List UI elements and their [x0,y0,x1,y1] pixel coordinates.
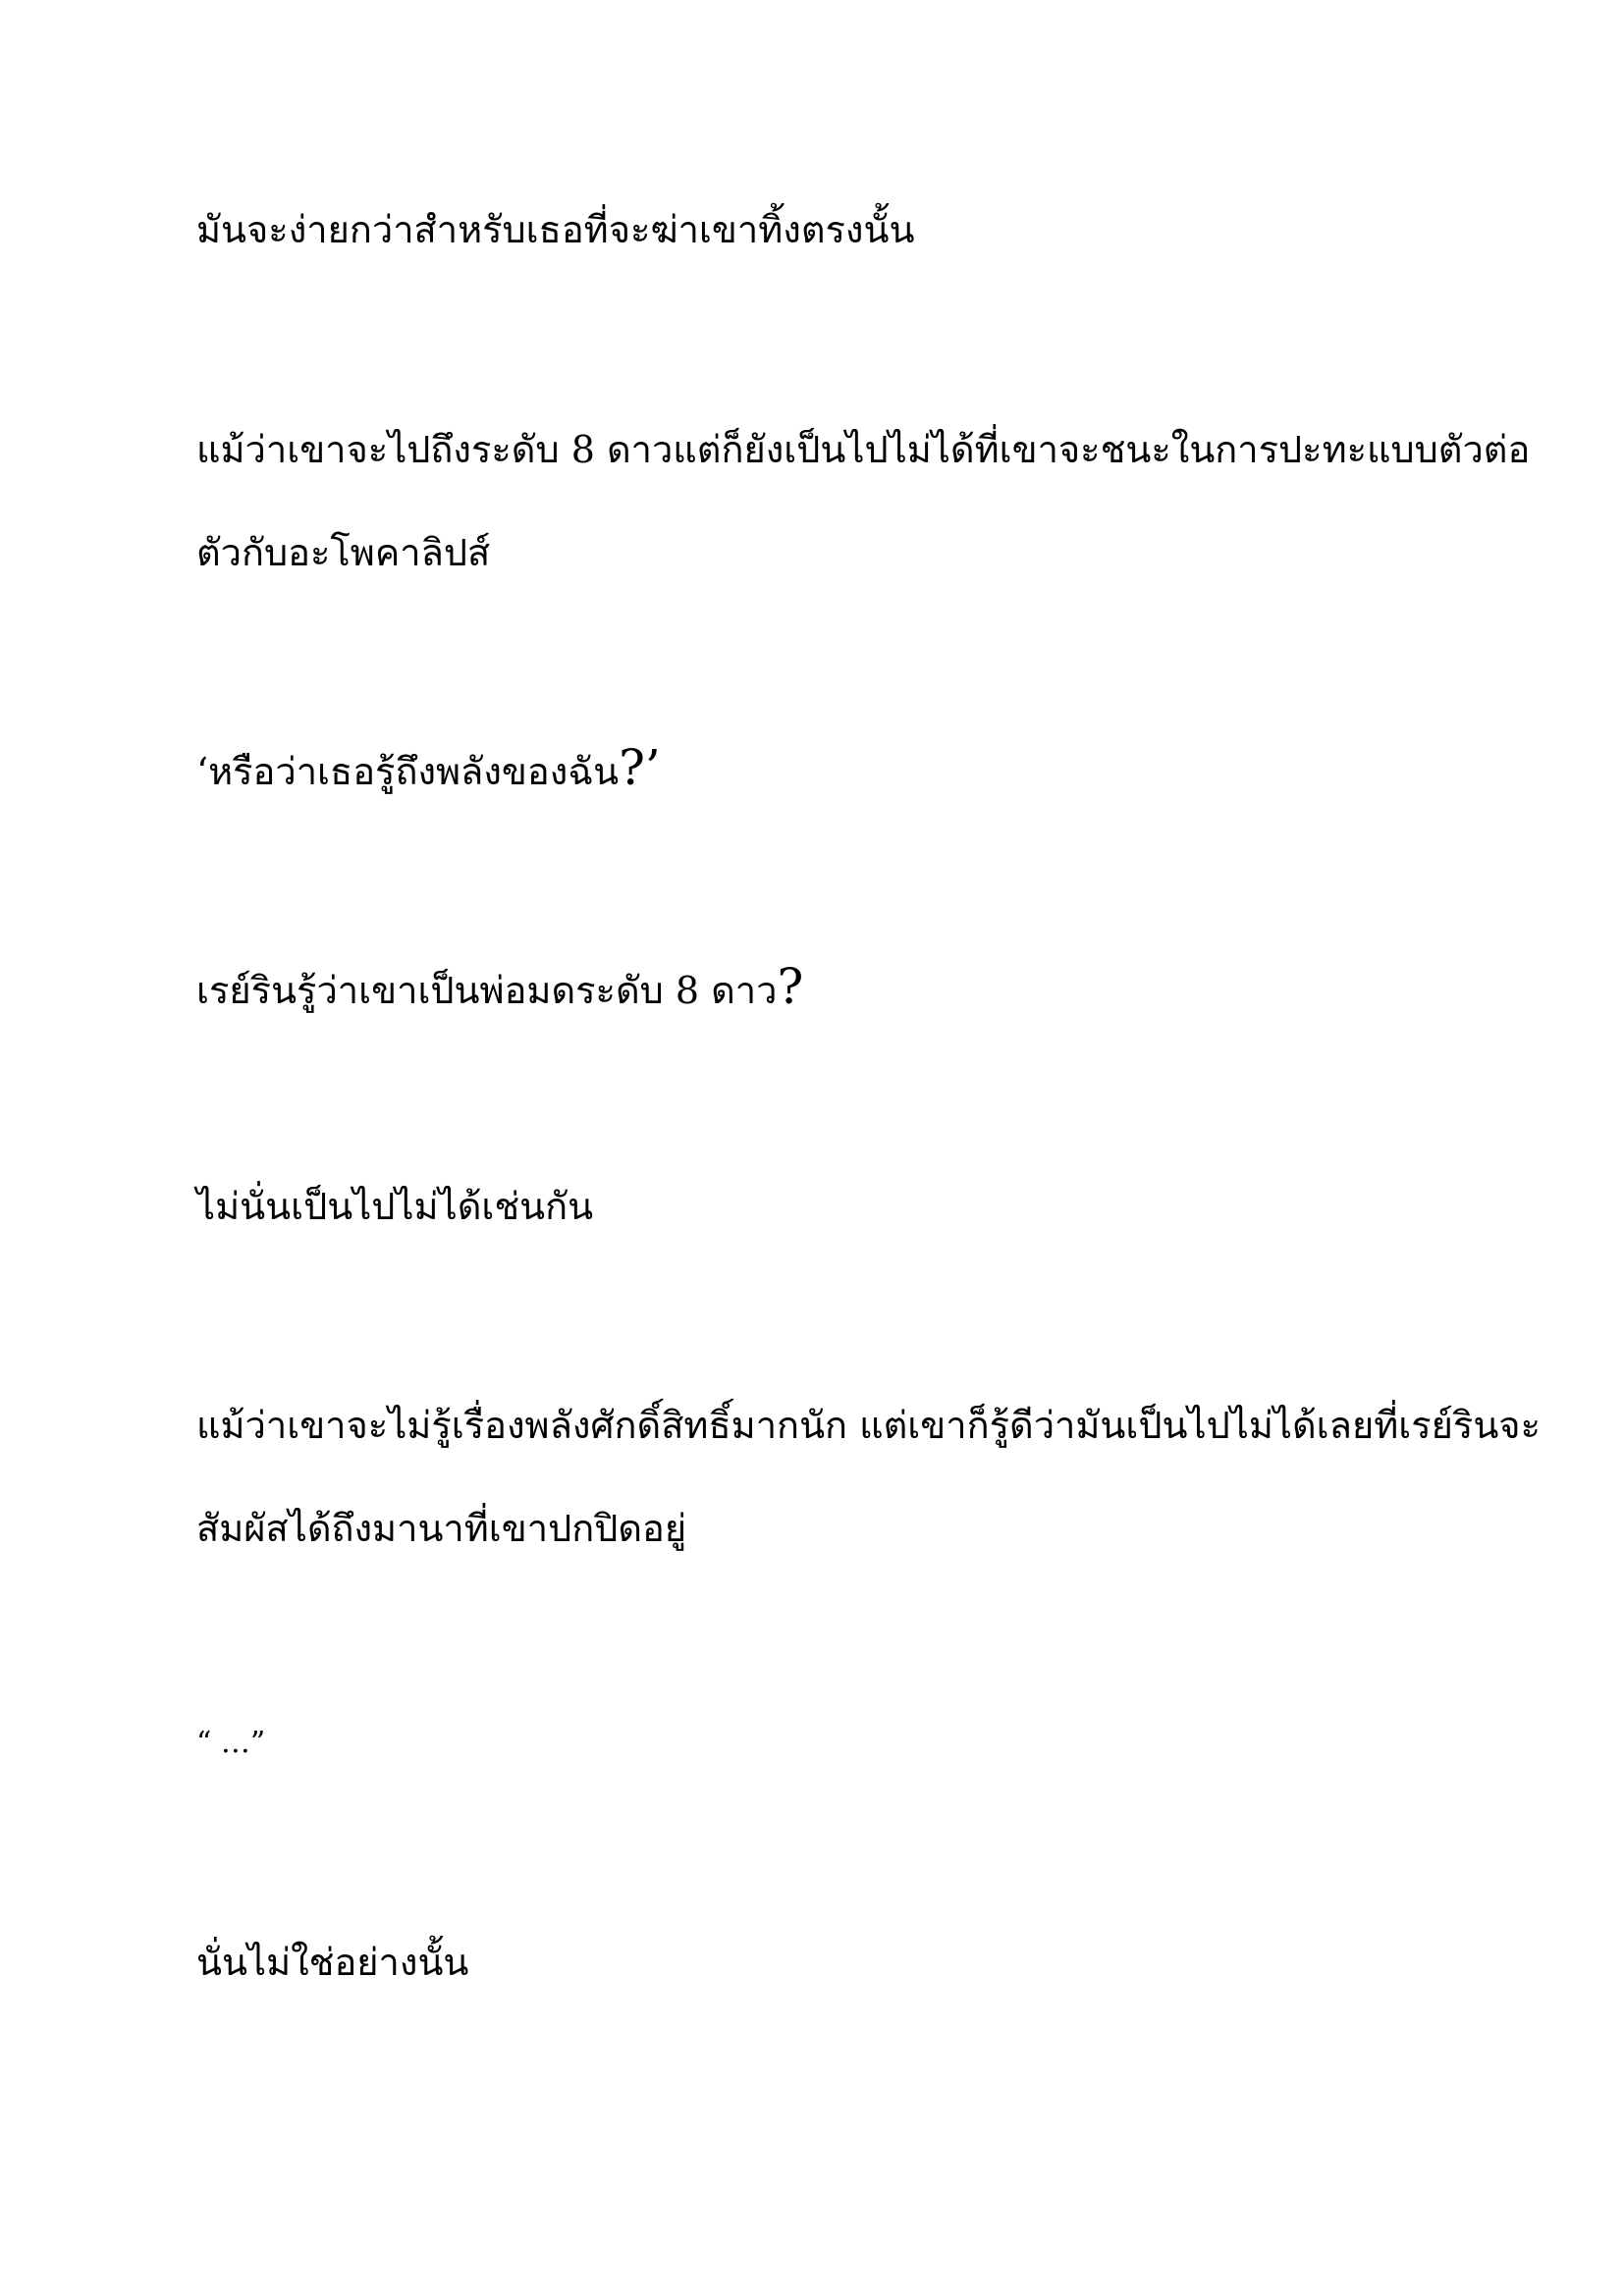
text-line: แม้ว่าเขาจะไปถึงระดับ 8 ดาวแต่ก็ยังเป็นไปไม่ได้ที่เขาจะชนะในการปะทะแบบตัวต่อ [196,428,1531,471]
paragraph [196,717,1434,820]
paragraph [196,179,1434,282]
question-mark: ? [777,958,804,1015]
paragraph [196,935,1434,1039]
inner-thought-text: ‘หรือว่าเธอรู้ถึงพลังของฉัน [196,750,620,793]
question-text: เรย์รินรู้ว่าเขาเป็นพ่อมดระดับ 8 ดาว [196,969,778,1012]
ellipsis-dialogue: “ …” [196,1726,266,1760]
question-mark: ?’ [619,739,661,796]
text-line: ไม่นั่นเป็นไปไม่ได้เช่นกัน [196,1185,594,1228]
paragraph [196,1374,1541,1580]
paragraph [196,399,1531,605]
text-line: นั่นไม่ใช่อย่างนั้น [196,1941,469,1984]
text-line: มันจะง่ายกว่าสำหรับเธอที่จะฆ่าเขาทิ้งตรงนั้น [196,208,915,251]
text-line: ตัวกับอะโพคาลิปส์ [196,531,491,574]
paragraph [196,1911,1434,2014]
text-line [196,935,1434,1039]
text-line [196,717,1434,820]
text-line: สัมผัสได้ถึงมานาที่เขาปกปิดอยู่ [196,1507,687,1550]
paragraph [196,1691,1434,1794]
text-line: แม้ว่าเขาจะไม่รู้เรื่องพลังศักดิ์สิทธิ์มากนัก แต่เขาก็รู้ดีว่ามันเป็นไปไม่ได้เลยที่เรย์รินจะ [196,1404,1541,1447]
paragraph [196,1155,1434,1258]
